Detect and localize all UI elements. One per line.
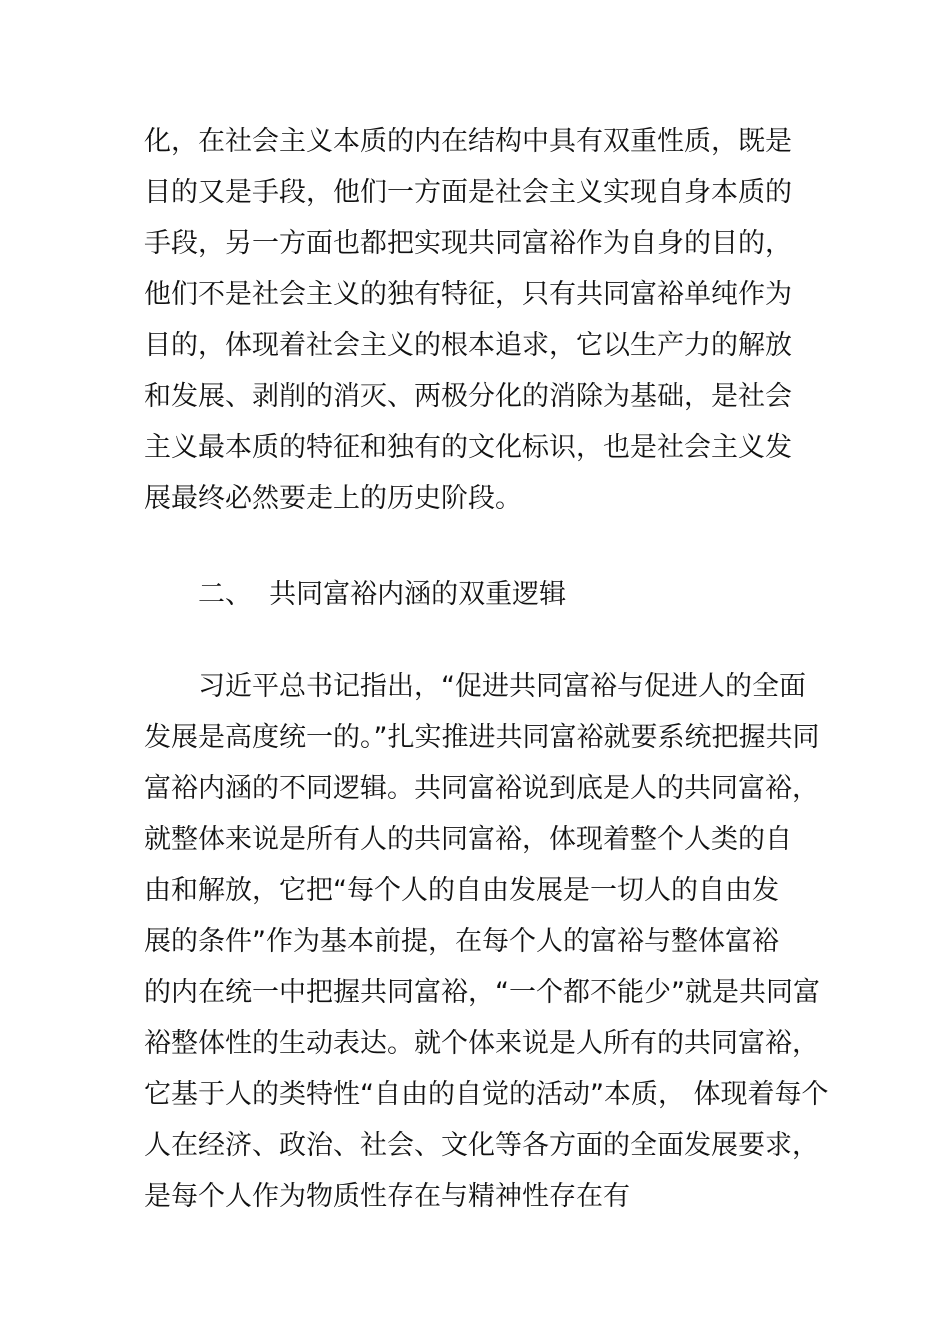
paragraph-2-line-7: 的内在统一中把握共同富裕，“一个都不能少”就是共同富: [144, 977, 820, 1008]
paragraph-1-line-3: 手段，另一方面也都把实现共同富裕作为自身的目的，: [144, 228, 792, 259]
section-heading: 二、 共同富裕内涵的双重逻辑: [198, 579, 567, 610]
paragraph-1-line-4: 他们不是社会主义的独有特征，只有共同富裕单纯作为: [144, 279, 792, 310]
paragraph-2-line-2: 发展是高度统一的。”扎实推进共同富裕就要系统把握共同: [144, 722, 820, 753]
paragraph-2-line-9: 它基于人的类特性“自由的自觉的活动”本质， 体现着每个: [144, 1079, 829, 1110]
paragraph-1-line-2: 目的又是手段，他们一方面是社会主义实现自身本质的: [144, 177, 792, 208]
paragraph-1-line-7: 主义最本质的特征和独有的文化标识，也是社会主义发: [144, 432, 792, 463]
paragraph-2-line-5: 由和解放，它把“每个人的自由发展是一切人的自由发: [144, 875, 779, 906]
paragraph-2-line-8: 裕整体性的生动表达。就个体来说是人所有的共同富裕，: [144, 1028, 819, 1059]
paragraph-1-line-1: 化，在社会主义本质的内在结构中具有双重性质，既是: [144, 126, 792, 157]
paragraph-2-line-1: 习近平总书记指出，“促进共同富裕与促进人的全面: [198, 671, 806, 702]
paragraph-2-line-11: 是每个人作为物质性存在与精神性存在有: [144, 1181, 630, 1212]
paragraph-1-line-8: 展最终必然要走上的历史阶段。: [144, 483, 522, 514]
paragraph-1-line-5: 目的，体现着社会主义的根本追求，它以生产力的解放: [144, 330, 792, 361]
paragraph-2-line-10: 人在经济、政治、社会、文化等各方面的全面发展要求，: [144, 1130, 819, 1161]
paragraph-2-line-4: 就整体来说是所有人的共同富裕，体现着整个人类的自: [144, 824, 792, 855]
paragraph-2-line-3: 富裕内涵的不同逻辑。共同富裕说到底是人的共同富裕，: [144, 773, 819, 804]
paragraph-2-line-6: 展的条件”作为基本前提，在每个人的富裕与整体富裕: [144, 926, 779, 957]
paragraph-1-line-6: 和发展、剥削的消灭、两极分化的消除为基础，是社会: [144, 381, 792, 412]
